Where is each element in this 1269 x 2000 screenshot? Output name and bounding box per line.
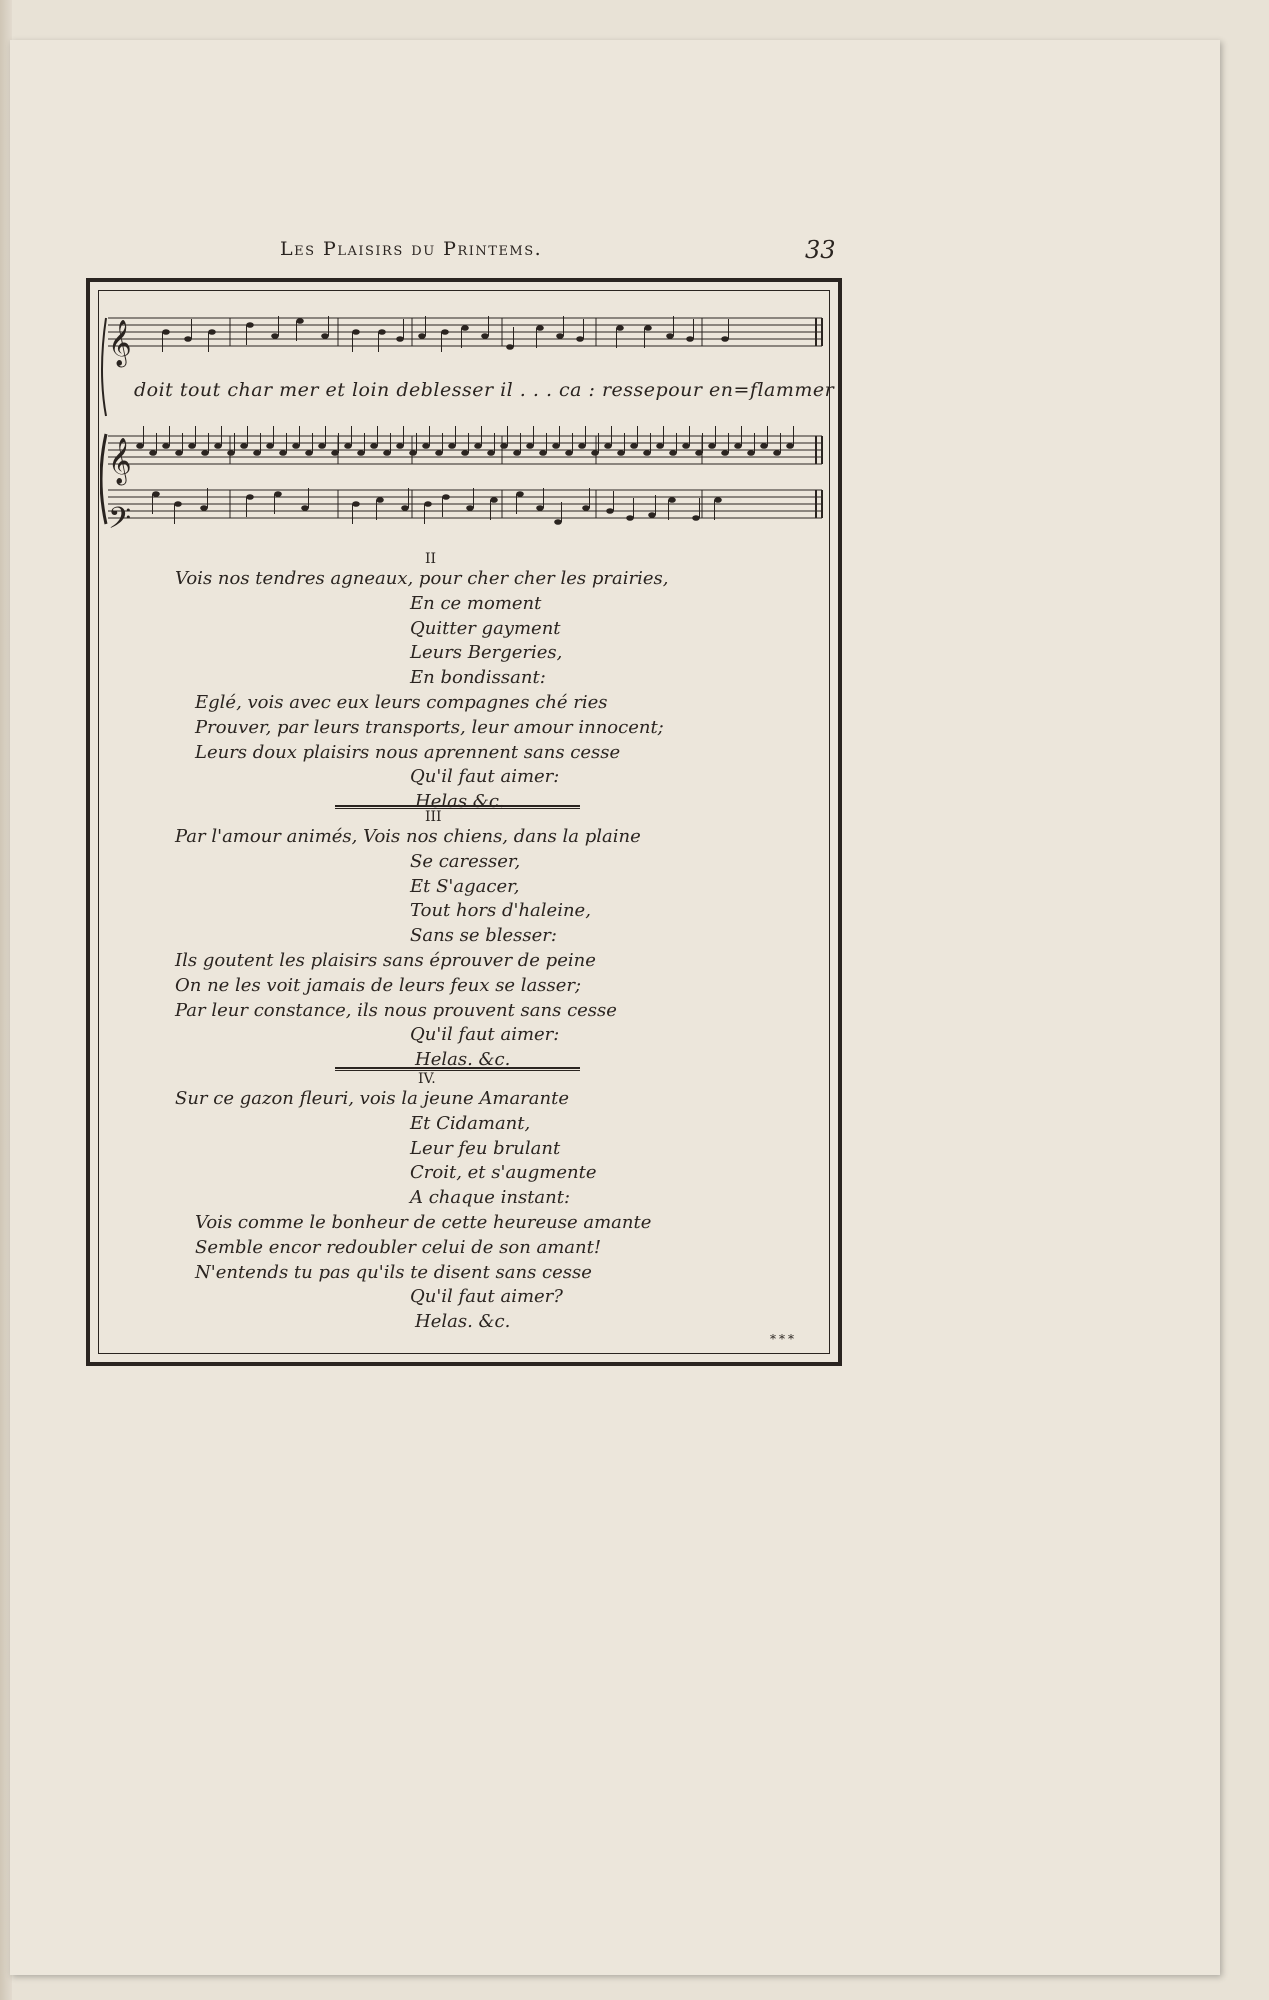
note-head xyxy=(506,344,514,350)
music-score xyxy=(100,294,835,536)
verse-line: Qu'il faut aimer: xyxy=(410,766,560,788)
note-head xyxy=(344,443,352,449)
verse-line: Par leur constance, ils nous prouvent sans cesse xyxy=(175,999,617,1021)
note-head xyxy=(227,450,235,456)
note-head xyxy=(692,515,700,521)
note-head xyxy=(695,450,703,456)
note-head xyxy=(162,329,170,335)
note-head xyxy=(396,443,404,449)
note-head xyxy=(266,443,274,449)
note-head xyxy=(184,336,192,342)
note-head xyxy=(435,450,443,456)
note-head xyxy=(274,491,282,497)
note-head xyxy=(721,450,729,456)
lyric-underlay: doit tout char mer et loin deblesser il . . . ca : ressepour en=flammer xyxy=(134,379,835,401)
note-head xyxy=(644,325,652,331)
note-head xyxy=(418,333,426,339)
note-head xyxy=(246,494,254,500)
note-head xyxy=(271,333,279,339)
note-head xyxy=(253,450,261,456)
note-head xyxy=(539,450,547,456)
note-head xyxy=(682,443,690,449)
note-head xyxy=(331,450,339,456)
note-head xyxy=(576,336,584,342)
score-brace xyxy=(101,318,106,524)
section-rule xyxy=(335,805,580,809)
verse-line: On ne les voit jamais de leurs feux se lasser; xyxy=(175,974,582,996)
note-head xyxy=(714,497,722,503)
note-head xyxy=(617,450,625,456)
note-head xyxy=(526,443,534,449)
verse-numeral: III xyxy=(425,809,442,825)
note-head xyxy=(630,443,638,449)
verse-line: Croit, et s'augmente xyxy=(410,1162,597,1184)
verse-line: Qu'il faut aimer: xyxy=(410,1024,560,1046)
staff-lines xyxy=(108,318,835,518)
bass-clef-icon: 𝄢 xyxy=(108,502,132,536)
verse-line: Quitter gayment xyxy=(410,617,561,639)
verse-line: Vois nos tendres agneaux, pour cher cher les prairies, xyxy=(175,568,669,589)
note-head xyxy=(279,450,287,456)
note-head xyxy=(383,450,391,456)
verse-line: Et S'agacer, xyxy=(410,875,520,897)
note-head xyxy=(318,443,326,449)
note-head xyxy=(461,325,469,331)
verse-numeral: IV. xyxy=(418,1071,436,1087)
note-head xyxy=(606,508,614,514)
note-head xyxy=(240,443,248,449)
note-head xyxy=(554,519,562,525)
verse-line: Helas. &c. xyxy=(415,1311,511,1333)
note-head xyxy=(648,512,656,518)
note-head xyxy=(422,443,430,449)
note-head xyxy=(668,497,676,503)
note-head xyxy=(513,450,521,456)
verse-line: Sans se blesser: xyxy=(410,925,557,947)
verse-line: Leurs doux plaisirs nous aprennent sans cesse xyxy=(195,741,621,763)
note-head xyxy=(401,505,409,511)
section-rule xyxy=(335,1067,580,1071)
note-head xyxy=(448,443,456,449)
note-head xyxy=(481,333,489,339)
note-head xyxy=(500,443,508,449)
note-head xyxy=(188,443,196,449)
note-head xyxy=(152,491,160,497)
verse-line: Prouver, par leurs transports, leur amour innocent; xyxy=(195,716,664,738)
note-head xyxy=(378,329,386,335)
verse-line: Ils goutent les plaisirs sans éprouver de peine xyxy=(175,950,596,971)
note-head xyxy=(626,515,634,521)
note-head xyxy=(582,505,590,511)
note-head xyxy=(321,333,329,339)
verse-line: En ce moment xyxy=(410,592,542,614)
note-head xyxy=(162,443,170,449)
note-head xyxy=(296,318,304,324)
note-head xyxy=(208,329,216,335)
note-head xyxy=(301,505,309,511)
verse-line: Et Cidamant, xyxy=(410,1112,531,1134)
note-head xyxy=(536,325,544,331)
note-head xyxy=(773,450,781,456)
note-head xyxy=(643,450,651,456)
note-head xyxy=(708,443,716,449)
page-number: 33 xyxy=(805,236,836,264)
note-head xyxy=(175,450,183,456)
note-head xyxy=(352,501,360,507)
note-head xyxy=(666,333,674,339)
note-head xyxy=(149,450,157,456)
note-head xyxy=(556,333,564,339)
note-head xyxy=(669,450,677,456)
running-head: Les Plaisirs du Printems. xyxy=(280,238,543,260)
note-head xyxy=(174,501,182,507)
note-head xyxy=(686,336,694,342)
note-head xyxy=(305,450,313,456)
note-head xyxy=(357,450,365,456)
verse-line: Helas &c. xyxy=(415,791,505,813)
verse-line: Vois comme le bonheur de cette heureuse amante xyxy=(195,1212,652,1233)
verse-line: En bondissant: xyxy=(410,667,546,689)
note-head xyxy=(591,450,599,456)
note-head xyxy=(292,443,300,449)
note-head xyxy=(200,505,208,511)
verse-line: Se caresser, xyxy=(410,850,521,872)
note-head xyxy=(409,450,417,456)
verse-line: Leurs Bergeries, xyxy=(410,642,563,664)
note-head xyxy=(376,497,384,503)
note-head xyxy=(552,443,560,449)
verse-line: Par l'amour animés, Vois nos chiens, dans la plaine xyxy=(175,826,641,847)
note-head xyxy=(721,336,729,342)
note-head xyxy=(424,501,432,507)
note-head xyxy=(441,329,449,335)
note-head xyxy=(396,336,404,342)
verse-numeral: II xyxy=(425,551,437,567)
note-head xyxy=(214,443,222,449)
note-head xyxy=(136,443,144,449)
note-head xyxy=(656,443,664,449)
note-head xyxy=(201,450,209,456)
note-head xyxy=(536,505,544,511)
verse-line: Leur feu brulant xyxy=(410,1137,561,1159)
verse-line: Qu'il faut aimer? xyxy=(410,1286,563,1308)
engraved-frame xyxy=(86,278,842,1366)
verse-line: Eglé, vois avec eux leurs compagnes ché ries xyxy=(195,692,608,713)
music-notes xyxy=(136,316,794,525)
note-head xyxy=(442,494,450,500)
verse-line: Tout hors d'haleine, xyxy=(410,900,591,922)
note-head xyxy=(578,443,586,449)
note-head xyxy=(466,505,474,511)
note-head xyxy=(352,329,360,335)
note-head xyxy=(461,450,469,456)
note-head xyxy=(565,450,573,456)
note-head xyxy=(474,443,482,449)
note-head xyxy=(604,443,612,449)
note-head xyxy=(616,325,624,331)
note-head xyxy=(747,450,755,456)
verse-line: N'entends tu pas qu'ils te disent sans cesse xyxy=(195,1261,592,1283)
treble-clef-icon: 𝄞 xyxy=(108,320,132,366)
note-head xyxy=(246,322,254,328)
note-head xyxy=(370,443,378,449)
note-head xyxy=(760,443,768,449)
verse-line: Semble encor redoubler celui de son amant! xyxy=(195,1236,602,1258)
note-head xyxy=(786,443,794,449)
note-head xyxy=(734,443,742,449)
note-head xyxy=(516,491,524,497)
treble-clef-icon: 𝄞 xyxy=(108,438,132,484)
verse-line: A chaque instant: xyxy=(410,1187,571,1209)
verse-line: Helas. &c. xyxy=(415,1049,511,1071)
verse-line: Sur ce gazon fleuri, vois la jeune Amarante xyxy=(175,1088,569,1109)
note-head xyxy=(487,450,495,456)
note-head xyxy=(490,497,498,503)
ornament-asterisks: *** xyxy=(770,1332,797,1346)
